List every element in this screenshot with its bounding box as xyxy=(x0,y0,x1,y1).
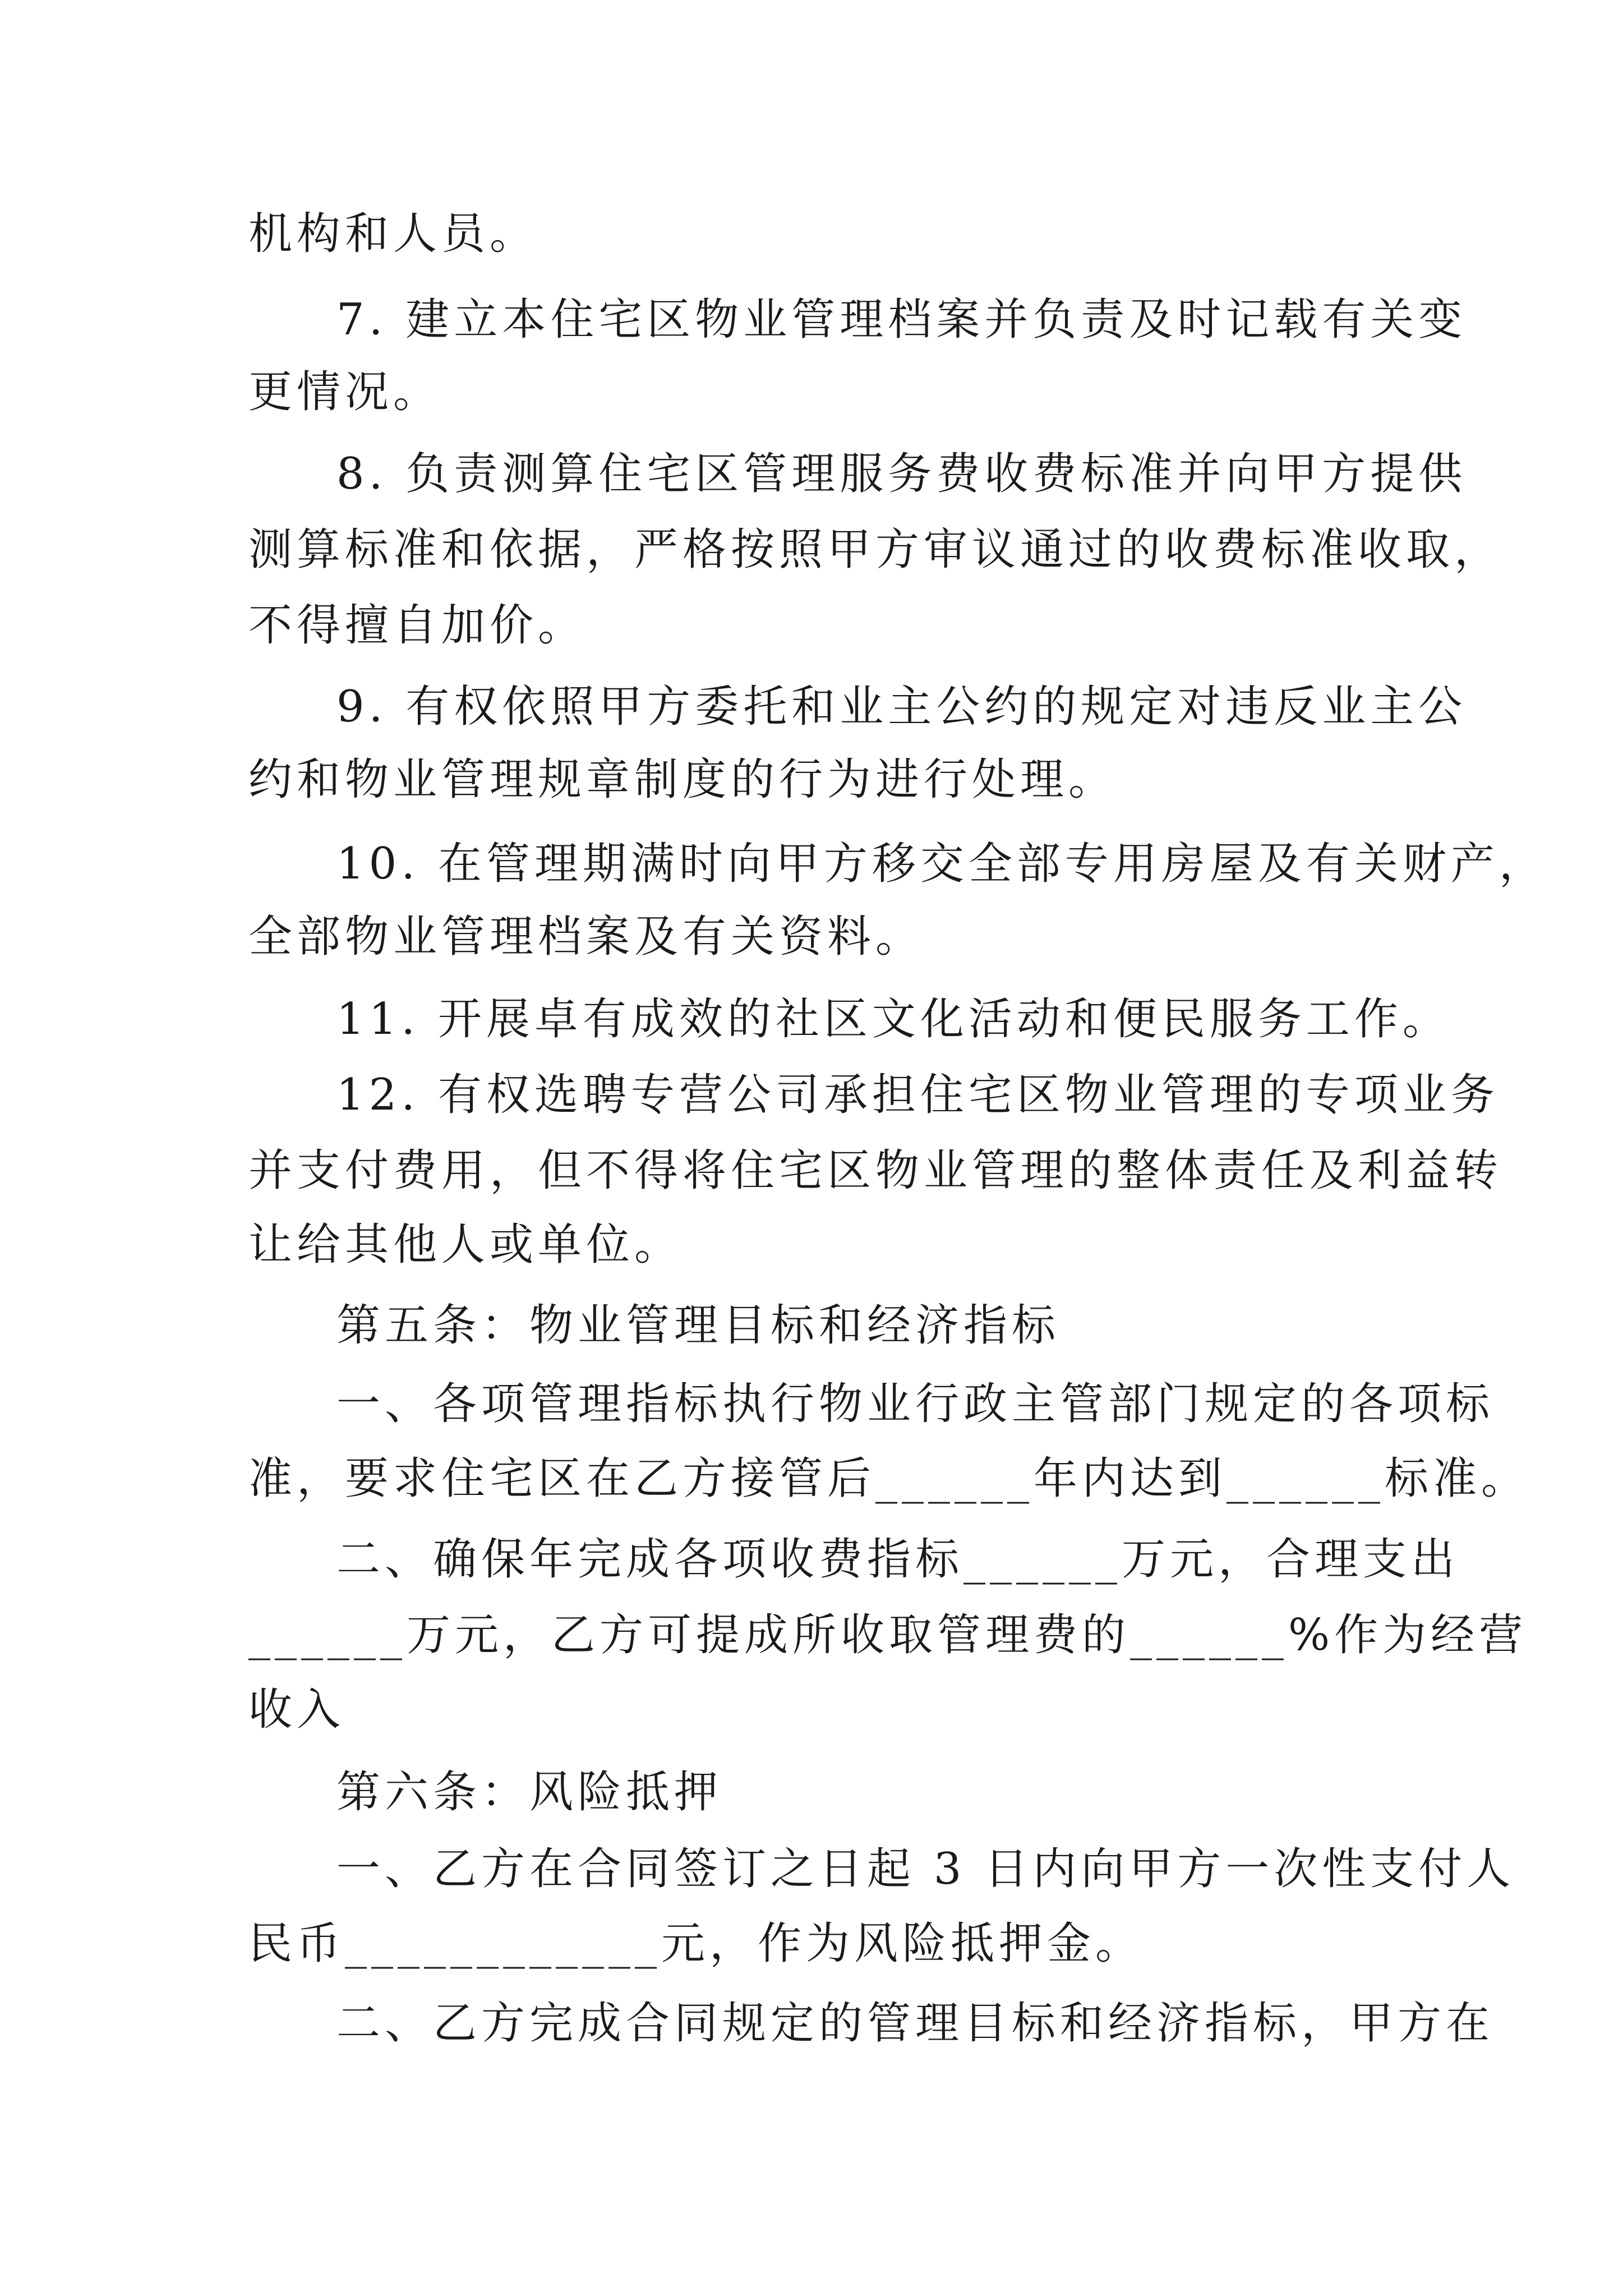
section-heading: 第六条：风险抵押 xyxy=(336,1767,723,1818)
text-line: 并支付费用，但不得将住宅区物业管理的整体责任及利益转 xyxy=(248,1145,1503,1196)
text-line: 12. 有权选聘专营公司承担住宅区物业管理的专项业务 xyxy=(336,1070,1499,1120)
text-line: 测算标准和依据，严格按照甲方审议通过的收费标准收取， xyxy=(248,524,1503,575)
text-line: 约和物业管理规章制度的行为进行处理。 xyxy=(248,754,1117,805)
text-line: 全部物业管理档案及有关资料。 xyxy=(248,912,924,962)
text-line: 收入 xyxy=(248,1685,345,1735)
text-line: 准，要求住宅区在乙方接管后______年内达到______标准。 xyxy=(248,1453,1530,1504)
text-line: 一、各项管理指标执行物业行政主管部门规定的各项标 xyxy=(336,1379,1495,1429)
text-line: 9. 有权依照甲方委托和业主公约的规定对违反业主公 xyxy=(336,682,1467,732)
text-line: 10. 在管理期满时向甲方移交全部专用房屋及有关财产， xyxy=(336,839,1547,889)
section-heading: 第五条：物业管理目标和经济指标 xyxy=(336,1300,1061,1351)
text-line: 更情况。 xyxy=(248,367,442,417)
text-line: 机构和人员。 xyxy=(248,209,538,259)
text-line: 不得擅自加价。 xyxy=(248,600,587,651)
text-line: 民币____________元，作为风险抵押金。 xyxy=(248,1918,1144,1969)
text-line: 8. 负责测算住宅区管理服务费收费标准并向甲方提供 xyxy=(336,449,1467,499)
text-line: 让给其他人或单位。 xyxy=(248,1220,683,1270)
text-line: 一、乙方在合同签订之日起 3 日内向甲方一次性支付人 xyxy=(336,1844,1515,1894)
text-line: 11. 开展卓有成效的社区文化活动和便民服务工作。 xyxy=(336,994,1451,1045)
text-line: 二、确保年完成各项收费指标______万元，合理支出 xyxy=(336,1534,1460,1585)
text-line: 二、乙方完成合同规定的管理目标和经济指标，甲方在 xyxy=(336,1998,1495,2049)
text-line: 7. 建立本住宅区物业管理档案并负责及时记载有关变 xyxy=(336,295,1467,345)
text-line: ______万元，乙方可提成所收取管理费的______%作为经营 xyxy=(248,1610,1528,1660)
